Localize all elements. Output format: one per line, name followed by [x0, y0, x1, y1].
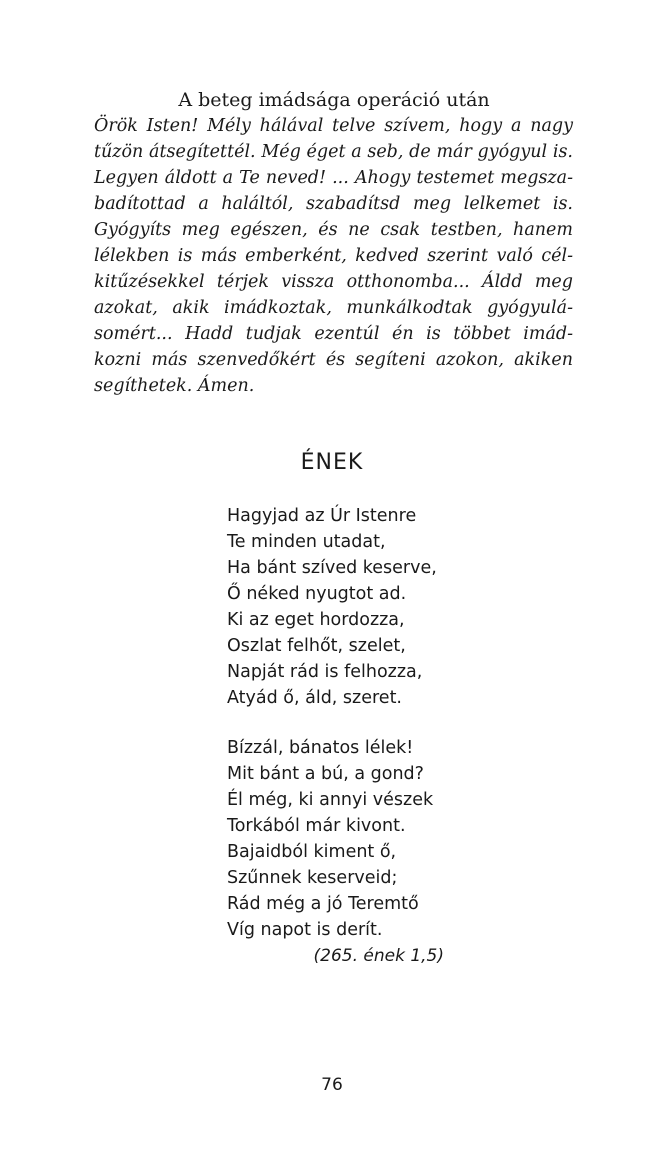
verse-line: Ha bánt szíved keserve,: [227, 558, 437, 578]
verse-line: Bajaidból kiment ő,: [227, 842, 397, 862]
verse-line: Te minden utadat,: [227, 532, 386, 552]
verse-line: Hagyjad az Úr Istenre: [227, 506, 417, 526]
prayer-line: tűzön átsegítettél. Még éget a seb, de már gyógyul is.: [94, 142, 573, 162]
verse-line: Rád még a jó Teremtő: [227, 894, 419, 914]
verse-line: Ki az eget hordozza,: [227, 610, 405, 630]
page-number: 76: [321, 1075, 343, 1095]
prayer-line: azokat, akik imádkoztak, munkálkodtak gyógyulá-: [94, 298, 573, 318]
prayer-line: Legyen áldott a Te neved! ... Ahogy testemet megsza-: [94, 168, 573, 188]
prayer-line: badítottad a haláltól, szabadítsd meg lelkemet is.: [94, 194, 573, 214]
hymn-citation: (265. ének 1,5): [313, 946, 444, 966]
verse-line: Oszlat felhőt, szelet,: [227, 636, 406, 656]
verse-line: Bízzál, bánatos lélek!: [227, 738, 414, 758]
prayer-line: Gyógyíts meg egészen, és ne csak testben, hanem: [94, 220, 573, 240]
verse-line: Él még, ki annyi vészek: [227, 790, 434, 810]
prayer-line: Örök Isten! Mély hálával telve szívem, hogy a nagy: [94, 116, 573, 136]
prayer-line: somért... Hadd tudjak ezentúl én is többet imád-: [94, 324, 573, 344]
verse-line: Szűnnek keserveid;: [227, 868, 398, 888]
verse-line: Mit bánt a bú, a gond?: [227, 764, 424, 784]
prayer-line: segíthetek. Ámen.: [94, 376, 255, 396]
stanza-2: [227, 735, 467, 943]
song-heading: ÉNEK: [300, 450, 364, 475]
prayer-line: lélekben is más emberként, kedved szerint való cél-: [94, 246, 573, 266]
prayer-title: A beteg imádsága operáció után: [178, 89, 490, 111]
verse-line: Torkából már kivont.: [227, 816, 406, 836]
verse-line: Atyád ő, áld, szeret.: [227, 688, 402, 708]
verse-line: Ő néked nyugtot ad.: [227, 584, 407, 604]
prayer-line: kozni más szenvedőkért és segíteni azokon, akiken: [94, 350, 573, 370]
prayer-line: kitűzésekkel térjek vissza otthonomba... Áldd meg: [94, 272, 573, 292]
verse-line: Víg napot is derít.: [227, 920, 383, 940]
verse-line: Napját rád is felhozza,: [227, 662, 423, 682]
prayer-text: [94, 113, 573, 399]
stanza-1: [227, 503, 467, 711]
